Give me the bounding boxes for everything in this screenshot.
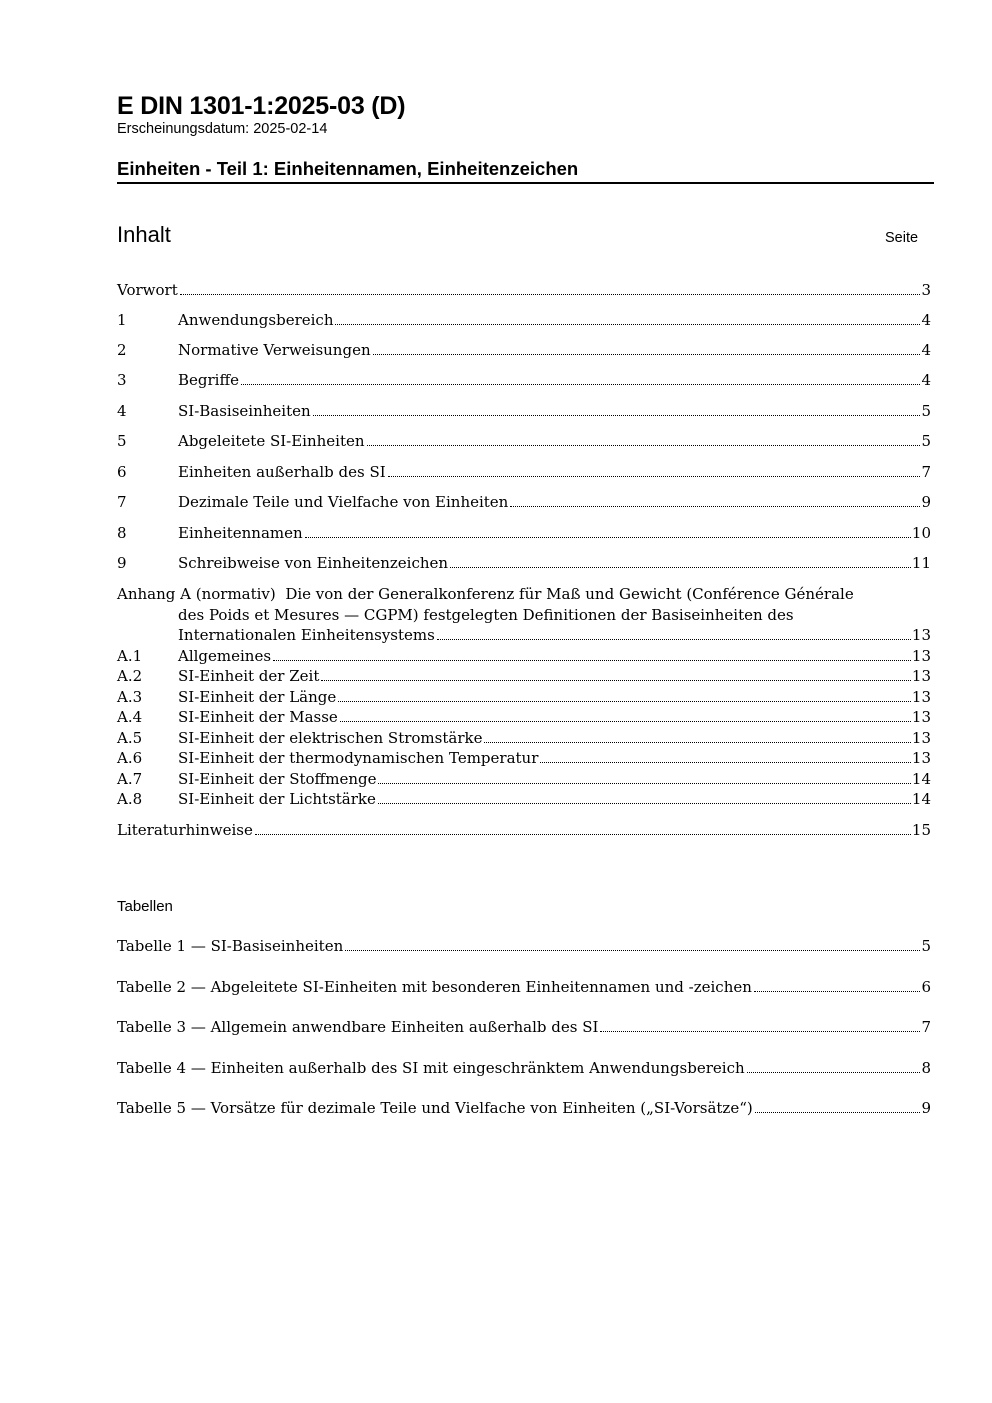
table-list-entry[interactable]: [117, 977, 931, 997]
toc-entry-bibliography[interactable]: [117, 820, 931, 840]
publication-date: Erscheinungsdatum: 2025-02-14: [117, 121, 328, 137]
toc-entry-page: 4: [921, 341, 931, 359]
toc-subentry[interactable]: [117, 789, 931, 809]
dot-leader: [313, 415, 921, 416]
dot-leader: [345, 950, 920, 951]
toc-entry-page: 14: [911, 790, 931, 808]
toc-entry-page: 13: [911, 667, 931, 685]
toc-entry[interactable]: [117, 310, 931, 330]
dot-leader: [321, 680, 911, 681]
toc-subentry[interactable]: [117, 748, 931, 768]
page-column-label: Seite: [885, 230, 919, 246]
toc-entry-title: SI-Basiseinheiten: [178, 402, 311, 420]
table-entry-title: Tabelle 2 — Abgeleitete SI-Einheiten mit besonderen Einheitennamen und -zeichen: [117, 978, 752, 996]
toc-subentry[interactable]: [117, 687, 931, 707]
dot-leader: [540, 762, 911, 763]
tables-heading: Tabellen: [117, 898, 173, 915]
toc-entry-number: 1: [117, 311, 127, 329]
toc-entry-page: 13: [911, 708, 931, 726]
dot-leader: [305, 537, 911, 538]
table-entry-title: Tabelle 3 — Allgemein anwendbare Einheiten außerhalb des SI: [117, 1018, 599, 1036]
annex-title-line-3: Internationalen Einheitensystems: [178, 626, 435, 644]
table-list-entry[interactable]: [117, 1098, 931, 1118]
dot-leader: [378, 803, 911, 804]
toc-entry[interactable]: [117, 492, 931, 512]
dot-leader: [388, 476, 921, 477]
annex-page: 13: [911, 626, 931, 644]
toc-entry-number: A.3: [117, 688, 143, 706]
toc-entry-page: 4: [921, 311, 931, 329]
toc-entry-page: 13: [911, 729, 931, 747]
toc-subentry[interactable]: [117, 646, 931, 666]
toc-entry[interactable]: [117, 431, 931, 451]
toc-entry-number: A.1: [117, 647, 143, 665]
table-entry-page: 8: [921, 1059, 931, 1077]
toc-entry-page: 14: [911, 770, 931, 788]
toc-subentry[interactable]: [117, 666, 931, 686]
document-id: E DIN 1301-1:2025-03 (D): [117, 92, 406, 120]
table-entry-page: 9: [921, 1099, 931, 1117]
toc-entry-number: A.2: [117, 667, 143, 685]
dot-leader: [273, 660, 911, 661]
dot-leader: [484, 742, 910, 743]
toc-heading: Inhalt: [117, 222, 171, 247]
toc-entry-number: 3: [117, 371, 127, 389]
toc-entry-title: SI-Einheit der Stoffmenge: [178, 770, 377, 788]
toc-entry-page: 3: [921, 281, 931, 299]
toc-entry-title: SI-Einheit der Länge: [178, 688, 337, 706]
toc-entry-number: A.4: [117, 708, 143, 726]
table-list-entry[interactable]: [117, 1058, 931, 1078]
toc-entry-number: 2: [117, 341, 127, 359]
toc-entry-title: Abgeleitete SI-Einheiten: [178, 432, 365, 450]
toc-entry-number: 6: [117, 463, 127, 481]
dot-leader: [241, 384, 920, 385]
table-entry-page: 7: [921, 1018, 931, 1036]
table-list-entry[interactable]: [117, 936, 931, 956]
toc-entry-page: 11: [911, 554, 931, 572]
toc-entry-number: A.7: [117, 770, 143, 788]
toc-entry-title: Begriffe: [178, 371, 240, 389]
toc-entry-number: A.5: [117, 729, 143, 747]
toc-entry-title: Einheitennamen: [178, 524, 303, 542]
toc-entry-title: SI-Einheit der Zeit: [178, 667, 320, 685]
toc-entry[interactable]: [117, 462, 931, 482]
toc-entry-number: 4: [117, 402, 127, 420]
toc-entry-page: 7: [921, 463, 931, 481]
toc-entry-page: 15: [911, 821, 931, 839]
toc-entry[interactable]: [117, 340, 931, 360]
dot-leader: [255, 834, 911, 835]
toc-entry[interactable]: [117, 553, 931, 573]
toc-entry[interactable]: [117, 523, 931, 543]
toc-entry-title: SI-Einheit der elektrischen Stromstärke: [178, 729, 483, 747]
toc-entry-number: 9: [117, 554, 127, 572]
toc-entry-page: 10: [911, 524, 931, 542]
dot-leader: [450, 567, 911, 568]
toc-entry-page: 4: [921, 371, 931, 389]
table-entry-title: Tabelle 5 — Vorsätze für dezimale Teile und Vielfache von Einheiten („SI-Vorsätze“): [117, 1099, 753, 1117]
title-divider: [117, 182, 934, 184]
toc-subentry[interactable]: [117, 728, 931, 748]
toc-entry-page: 13: [911, 749, 931, 767]
dot-leader: [373, 354, 921, 355]
toc-entry-vorwort[interactable]: [117, 280, 931, 300]
table-list-entry[interactable]: [117, 1017, 931, 1037]
annex-title-line-2: des Poids et Mesures — CGPM) festgelegten Definitionen der Basiseinheiten des: [178, 605, 794, 624]
annex-label: Anhang A (normativ): [117, 585, 276, 603]
toc-entry-page: 9: [921, 493, 931, 511]
dot-leader: [510, 506, 920, 507]
toc-entry-title: Dezimale Teile und Vielfache von Einheiten: [178, 493, 509, 511]
toc-entry-title: Vorwort: [117, 281, 178, 299]
toc-subentry[interactable]: [117, 707, 931, 727]
dot-leader: [755, 1112, 921, 1113]
table-entry-page: 5: [921, 937, 931, 955]
toc-entry-title: Literaturhinweise: [117, 821, 253, 839]
dot-leader: [747, 1072, 921, 1073]
toc-entry-title: Einheiten außerhalb des SI: [178, 463, 386, 481]
toc-entry-number: 7: [117, 493, 127, 511]
toc-entry-number: A.6: [117, 749, 143, 767]
table-entry-title: Tabelle 4 — Einheiten außerhalb des SI mit eingeschränktem Anwendungsbereich: [117, 1059, 745, 1077]
toc-entry-page: 13: [911, 647, 931, 665]
table-entry-title: Tabelle 1 — SI-Basiseinheiten: [117, 937, 344, 955]
toc-entry-annex-a[interactable]: [117, 584, 931, 646]
toc-entry-title: SI-Einheit der Masse: [178, 708, 338, 726]
toc-entry-page: 13: [911, 688, 931, 706]
toc-entry[interactable]: [117, 370, 931, 390]
toc-entry-title: Anwendungsbereich: [178, 311, 334, 329]
toc-entry-title: SI-Einheit der Lichtstärke: [178, 790, 376, 808]
dot-leader: [335, 324, 920, 325]
dot-leader: [180, 294, 921, 295]
toc-entry-number: 8: [117, 524, 127, 542]
dot-leader: [340, 721, 911, 722]
dot-leader: [338, 701, 911, 702]
toc-subentry[interactable]: [117, 769, 931, 789]
dot-leader: [367, 445, 921, 446]
dot-leader: [600, 1031, 920, 1032]
toc-entry-page: 5: [921, 402, 931, 420]
table-entry-page: 6: [921, 978, 931, 996]
toc-entry-title: Normative Verweisungen: [178, 341, 371, 359]
toc-entry-page: 5: [921, 432, 931, 450]
toc-entry[interactable]: [117, 401, 931, 421]
toc-entry-title: SI-Einheit der thermodynamischen Temperatur: [178, 749, 539, 767]
document-title: Einheiten - Teil 1: Einheitennamen, Einheitenzeichen: [117, 158, 579, 179]
annex-title-line-1: Die von der Generalkonferenz für Maß und Gewicht (Conférence Générale: [285, 585, 854, 603]
dot-leader: [437, 639, 911, 640]
dot-leader: [754, 991, 921, 992]
toc-entry-number: 5: [117, 432, 127, 450]
toc-entry-number: A.8: [117, 790, 143, 808]
dot-leader: [378, 783, 910, 784]
toc-entry-title: Schreibweise von Einheitenzeichen: [178, 554, 449, 572]
toc-entry-title: Allgemeines: [178, 647, 272, 665]
